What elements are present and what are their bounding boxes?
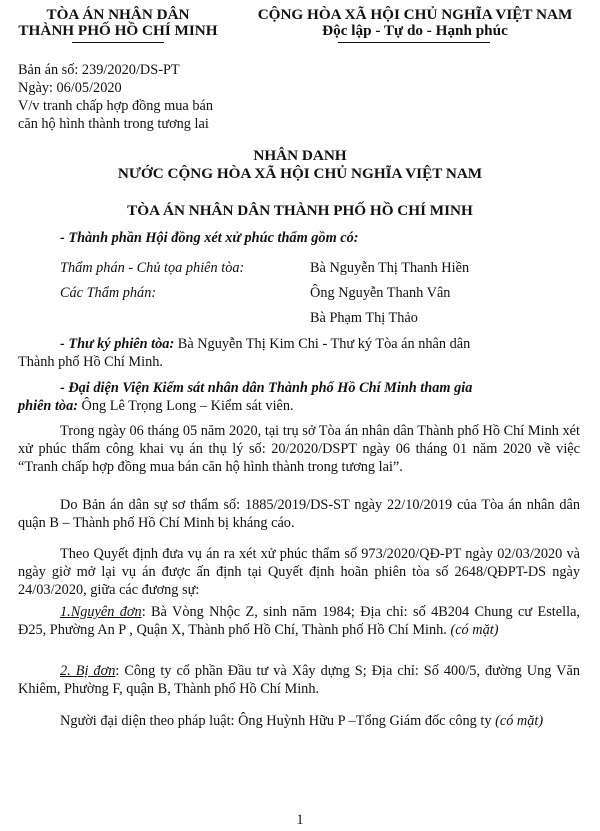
representative-paragraph: [18, 712, 580, 730]
case-subject-line2: căn hộ hình thành trong tương lai: [18, 116, 209, 132]
national-motto: Độc lập - Tự do - Hạnh phúc: [322, 22, 508, 39]
judge-name-1: Ông Nguyễn Thanh Vân: [310, 285, 451, 301]
appeal-text: Do Bản án dân sự sơ thẩm số: 1885/2019/DS-ST ngày 22/10/2019 của Tòa án nhân dân quận B – Thành phố Hồ Chí Minh bị kháng cáo.: [18, 497, 580, 531]
republic-name: NƯỚC CỘNG HÒA XÃ HỘI CHỦ NGHĨA VIỆT NAM: [117, 165, 483, 182]
defendant-details: : Công ty cổ phần Đầu tư và Xây dựng S; Địa chỉ: Số 400/5, đường Ung Văn Khiêm, Phường F, quận B, Thành phố Hồ Chí Minh.: [18, 663, 580, 697]
appeal-paragraph: [18, 496, 580, 532]
plaintiff-paragraph: [18, 603, 580, 639]
court-underline: [72, 42, 164, 43]
in-the-name-of: NHÂN DANH: [253, 147, 347, 164]
procuracy-label-line1: - Đại diện Viện Kiểm sát nhân dân Thành phố Hồ Chí Minh tham gia: [60, 380, 473, 396]
procuracy-label-line2: phiên tòa:: [18, 398, 78, 414]
defendant-paragraph: [18, 662, 580, 698]
court-name-line1: TÒA ÁN NHÂN DÂN: [46, 6, 190, 23]
court-full-name: TÒA ÁN NHÂN DÂN THÀNH PHỐ HỒ CHÍ MINH: [127, 202, 473, 219]
hearing-text: Trong ngày 06 tháng 05 năm 2020, tại trụ sở Tòa án nhân dân Thành phố Hồ Chí Minh xét xử phúc thẩm công khai vụ án thụ lý số: 20/2020/DSPT ngày 06 tháng 01 năm 2020 về việc “Tranh chấp hợp đồng mua bán căn hộ hình thành trong tương lai”.: [18, 423, 580, 475]
motto-underline: [338, 42, 490, 43]
decision-paragraph: [18, 545, 580, 599]
case-subject-line1: V/v tranh chấp hợp đồng mua bán: [18, 98, 213, 114]
plaintiff-details: : Bà Vòng Nhộc Z, sinh năm 1984; Địa chỉ: số 4B204 Chung cư Estella, Đ25, Phường An P , Quận X, Thành phố Hồ Chí, Thành phố Hồ Chí Minh.: [18, 604, 580, 638]
procuracy-representative: Ông Lê Trọng Long – Kiểm sát viên.: [77, 398, 294, 414]
representative-presence: (có mặt): [495, 713, 544, 729]
panel-heading: - Thành phần Hội đồng xét xử phúc thẩm gồm có:: [60, 230, 359, 246]
case-date: Ngày: 06/05/2020: [18, 80, 122, 96]
plaintiff-label: 1.Nguyên đơn: [60, 604, 142, 620]
clerk-line2: Thành phố Hồ Chí Minh.: [18, 354, 163, 370]
hearing-paragraph: [18, 422, 580, 476]
presiding-judge-name: Bà Nguyễn Thị Thanh Hiền: [310, 260, 470, 276]
plaintiff-presence: (có mặt): [450, 622, 499, 638]
judge-name-2: Bà Phạm Thị Thảo: [310, 310, 418, 326]
case-number: Bản án số: 239/2020/DS-PT: [18, 62, 180, 78]
judges-label: Các Thẩm phán:: [60, 285, 157, 301]
clerk-line1: [60, 336, 470, 353]
defendant-label: 2. Bị đơn: [60, 663, 116, 679]
clerk-label: - Thư ký phiên tòa:: [60, 336, 175, 352]
nation-title: CỘNG HÒA XÃ HỘI CHỦ NGHĨA VIỆT NAM: [257, 6, 573, 23]
procuracy-line2: [18, 398, 294, 415]
representative-details: Người đại diện theo pháp luật: Ông Huỳnh Hữu P –Tổng Giám đốc công ty: [60, 713, 496, 729]
decision-text: Theo Quyết định đưa vụ án ra xét xử phúc thẩm số 973/2020/QĐ-PT ngày 02/03/2020 và ngày giờ mở lại vụ án được ấn định tại Quyết định hoãn phiên tòa số 2648/QĐPT-DS ngày 24/03/2020, giữa các đương sự:: [18, 546, 580, 598]
presiding-judge-label: Thẩm phán - Chủ tọa phiên tòa:: [60, 260, 245, 276]
clerk-name: Bà Nguyễn Thị Kim Chi - Thư ký Tòa án nhân dân: [174, 336, 471, 352]
court-name-line2: THÀNH PHỐ HỒ CHÍ MINH: [18, 22, 218, 39]
page-number: 1: [296, 812, 304, 828]
